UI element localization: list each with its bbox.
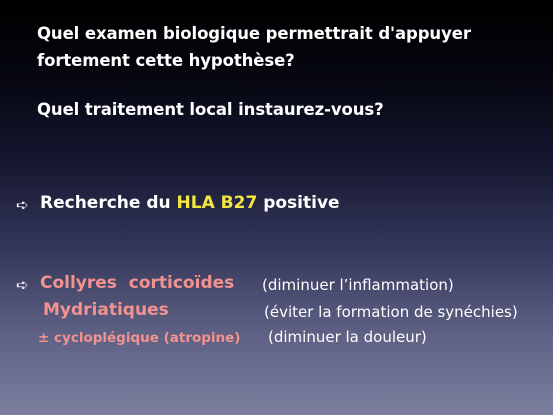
treatment-cycloplegique: ± cycloplégique (atropine) [38,330,241,346]
arrow-right-outline-icon: ➪ [16,276,29,294]
answer-hla-b27 [40,193,340,213]
cycloplegique-note: (diminuer la douleur) [268,328,427,346]
treatment-collyres-corticoides: Collyres corticoïdes [40,273,235,293]
question-1-line-2: fortement cette hypothèse? [37,51,295,70]
question-2: Quel traitement local instaurez-vous? [37,100,384,119]
hla-b27-highlight: HLA B27 [176,193,258,213]
collyres-note: (diminuer l’inflammation) [262,276,454,294]
answer-hla-suffix: positive [257,193,340,213]
arrow-right-outline-icon: ➪ [16,196,29,214]
question-1-line-1: Quel examen biologique permettrait d'appuyer [37,24,471,43]
mydriatiques-note: (éviter la formation de synéchies) [264,303,518,321]
treatment-mydriatiques: Mydriatiques [43,300,169,320]
answer-hla-prefix: Recherche du [40,193,177,213]
